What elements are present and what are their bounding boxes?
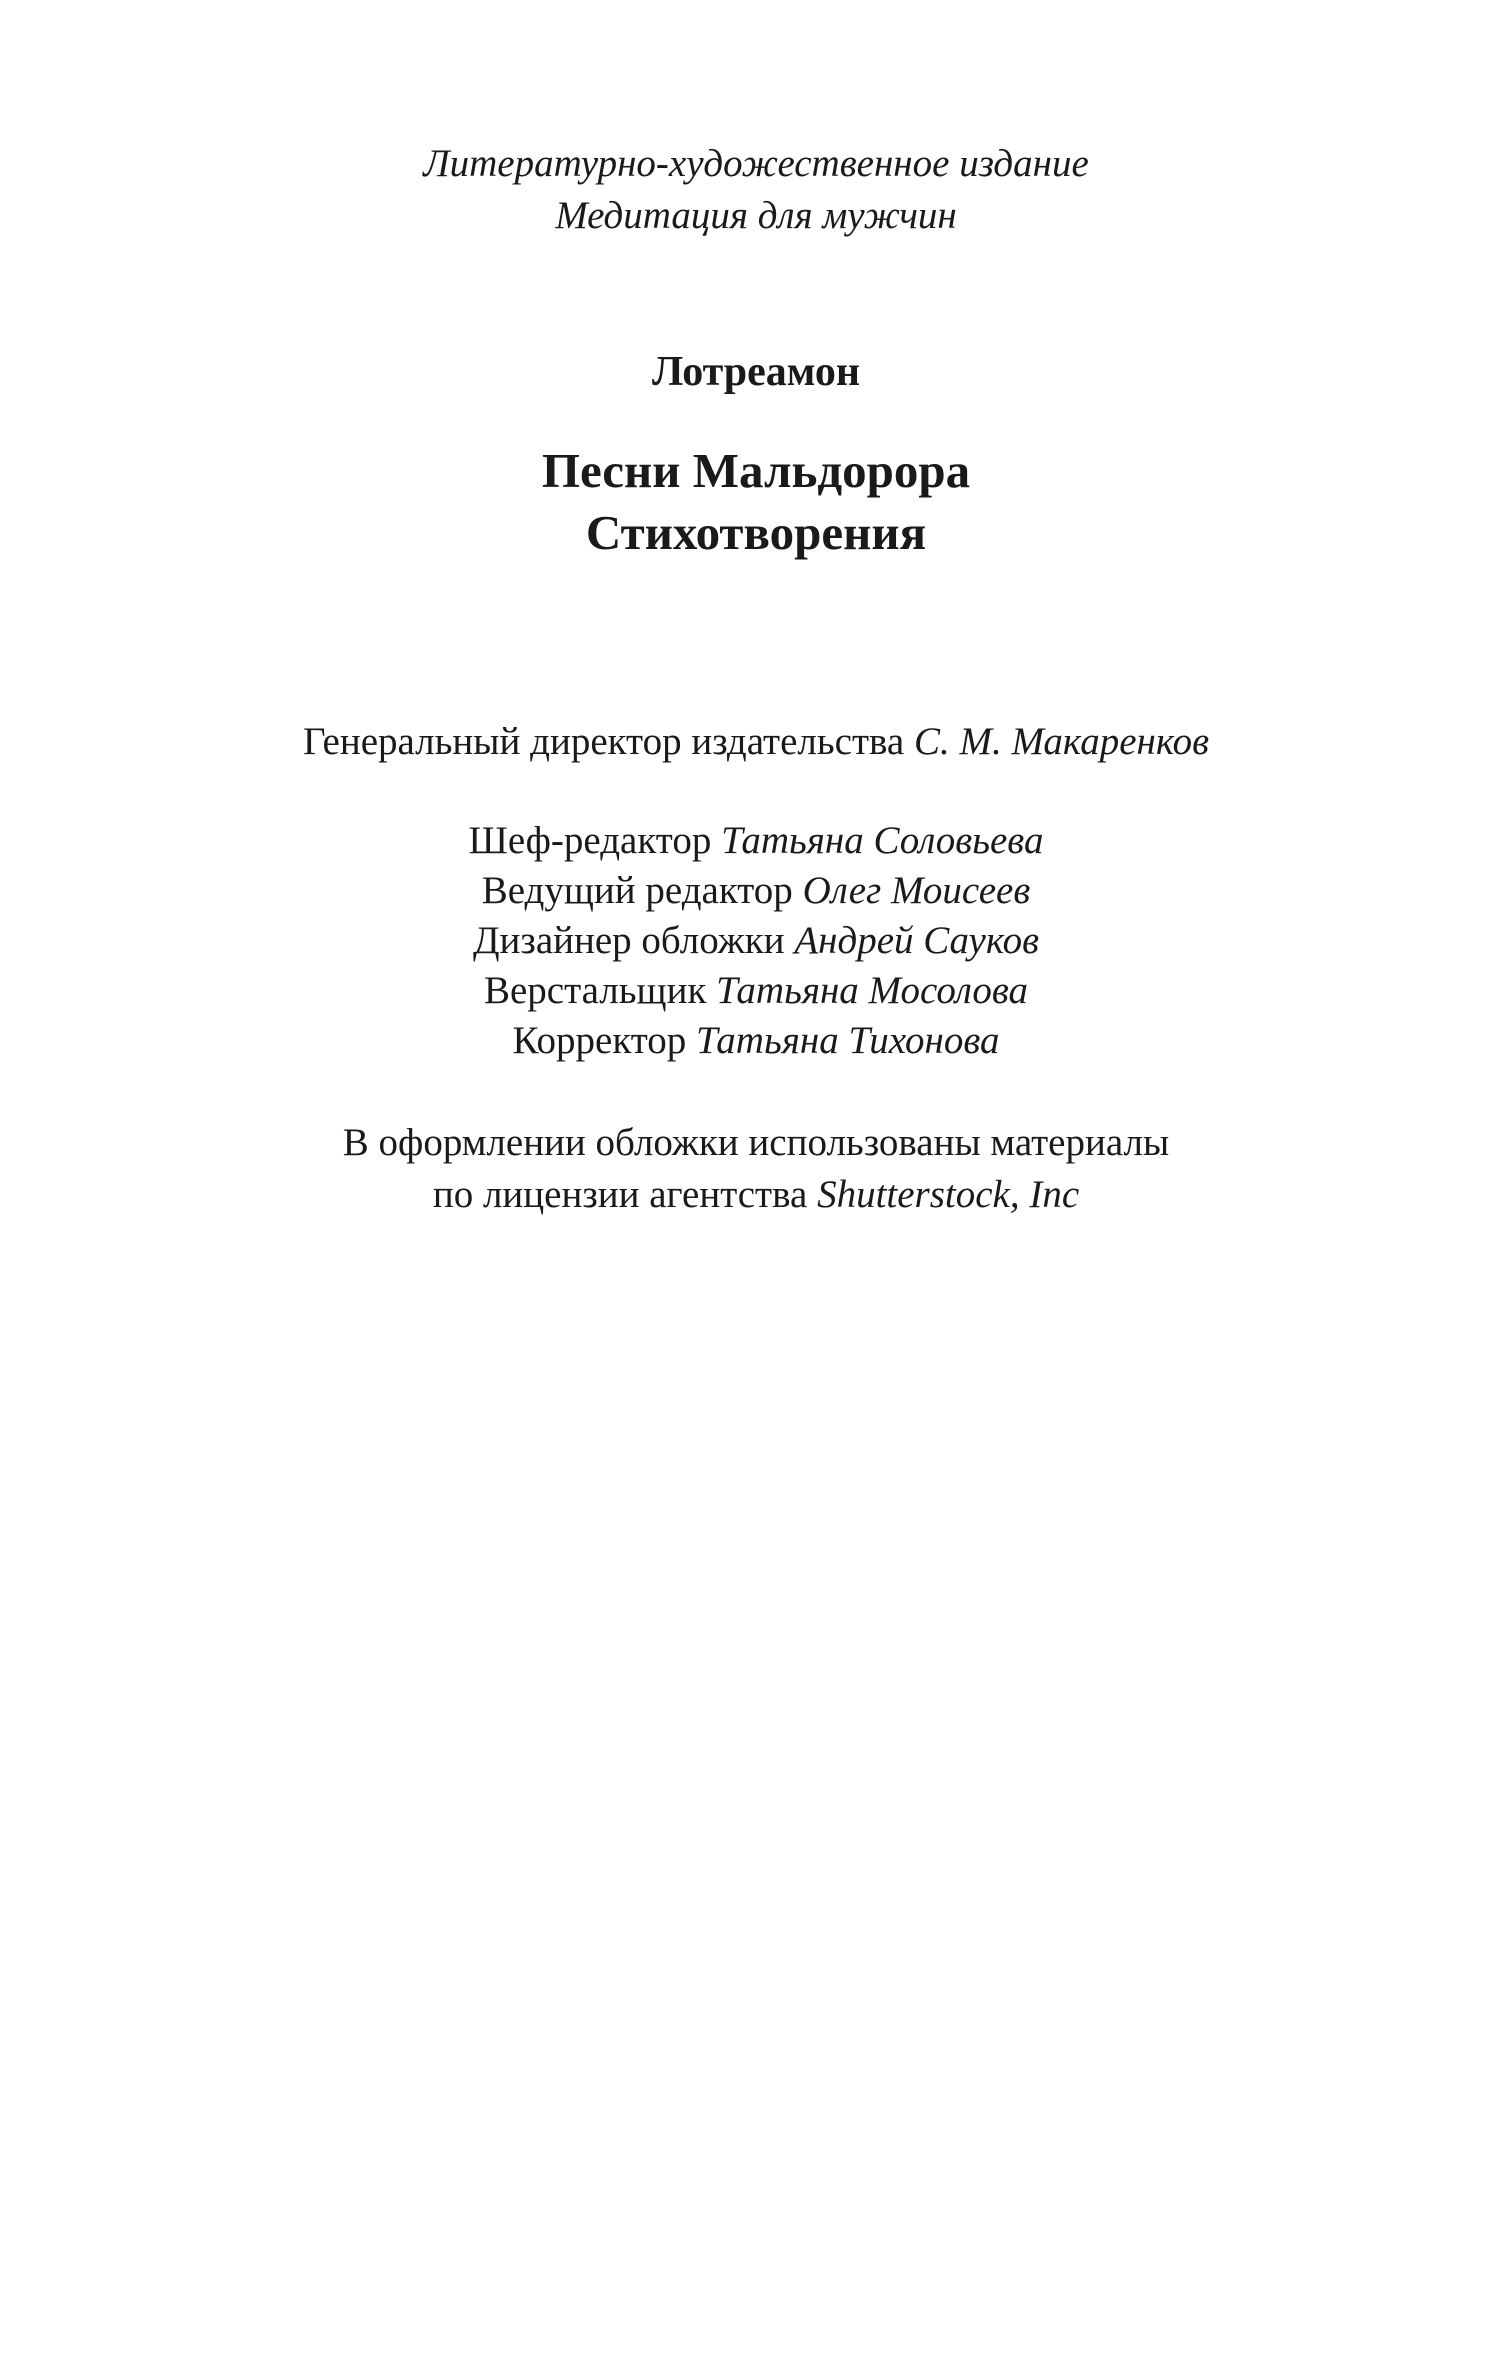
license-text: по лицензии агентства	[432, 1173, 808, 1216]
staff-credits	[0, 816, 1512, 1066]
cover-credits	[0, 1117, 1512, 1221]
series-info	[0, 138, 1512, 242]
credit-role: Генеральный директор издательства	[302, 720, 905, 763]
credit-name: Татьяна Тихонова	[696, 1019, 1000, 1062]
credit-line	[0, 866, 1512, 916]
edition-type: Литературно-художественное издание	[423, 142, 1089, 185]
cover-credits-line-1: В оформлении обложки использованы материалы	[342, 1121, 1170, 1164]
book-title	[0, 440, 1512, 564]
credit-line	[0, 816, 1512, 866]
credit-line	[0, 966, 1512, 1016]
cover-credits-line-2	[0, 1169, 1512, 1221]
credit-role: Верстальщик	[483, 969, 707, 1012]
credit-name: С. М. Макаренков	[913, 720, 1210, 763]
book-title-line-2: Стихотворения	[585, 505, 927, 560]
credit-role: Ведущий редактор	[481, 869, 793, 912]
credit-role: Корректор	[512, 1019, 687, 1062]
credit-line	[0, 916, 1512, 966]
credit-name: Олег Моисеев	[802, 869, 1031, 912]
credit-name: Татьяна Соловьева	[721, 819, 1044, 862]
credit-line	[0, 1016, 1512, 1066]
agency-name: Shutterstock, Inc	[817, 1173, 1080, 1216]
credit-name: Андрей Сауков	[794, 919, 1040, 962]
author-name: Лотреамон	[651, 349, 861, 395]
credit-role: Шеф-редактор	[468, 819, 712, 862]
general-director-credit	[0, 716, 1512, 768]
series-name: Медитация для мужчин	[555, 194, 957, 237]
book-title-line-1: Песни Мальдорора	[541, 443, 971, 498]
credit-name: Татьяна Мосолова	[716, 969, 1029, 1012]
credit-line	[0, 716, 1512, 768]
credit-role: Дизайнер обложки	[472, 919, 785, 962]
